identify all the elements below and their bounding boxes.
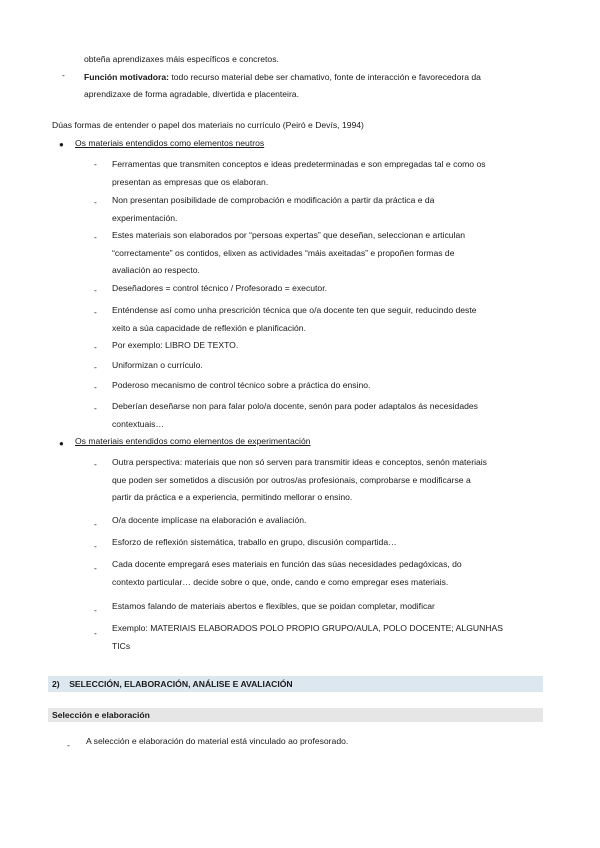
list-dash: - [67,740,70,750]
text-line: Outra perspectiva: materiais que non só serven para transmitir ideas e conceptos, senón materiais [112,457,487,467]
motivadora-text-2: aprendizaxe de forma agradable, divertida e placenteira. [84,89,299,99]
experimentacion-item-6 [112,620,543,655]
neutros-item-1 [112,156,543,191]
list-dash: - [94,362,97,372]
text-line: Estamos falando de materiais abertos e flexibles, que se poidan completar, modificar [112,601,435,611]
bullet-icon: ● [59,439,64,448]
neutros-item-5 [112,302,543,337]
bullet-icon: ● [59,140,64,149]
text-line: Cada docente empregará eses materiais en función das súas necesidades pedagóxicas, do [112,559,462,569]
list-dash: - [94,541,97,551]
text-line: avaliación ao respecto. [112,265,200,275]
list-dash: - [94,605,97,615]
text-line: contextuais… [112,418,165,429]
motivadora-label: Función motivadora: [84,72,169,82]
experimentacion-item-1 [112,454,543,507]
text-line: Deberían deseñarse non para falar polo/a docente, senón para poder adaptalos ás necesidades [112,401,478,411]
text-line: Esforzo de reflexión sistemática, traballo en grupo, discusión compartida… [112,537,397,547]
neutros-item-8 [112,377,543,395]
neutros-item-3 [112,227,543,280]
list-dash: - [94,342,97,352]
text-line: Non presentan posibilidade de comprobación e modificación a partir da práctica e da [112,195,435,205]
list-dash: - [94,519,97,529]
text-line: experimentación. [112,212,178,223]
neutros-item-6 [112,337,543,355]
section-heading: 2) SELECCIÓN, ELABORACIÓN, ANÁLISE E AVALIACIÓN [52,679,293,689]
text-line: Enténdense así como unha prescrición técnica que o/a docente ten que seguir, reducindo deste [112,305,477,315]
list-dash: - [94,628,97,638]
section2-item: A selección e elaboración do material está vinculado ao profesorado. [86,736,349,746]
neutros-item-2 [112,192,543,227]
neutros-item-9 [112,398,543,433]
list-dash: - [94,403,97,413]
list-dash: - [94,307,97,317]
list-dash: - [94,563,97,573]
list-dash: - [94,232,97,242]
list-dash: - [94,285,97,295]
motivadora-text: todo recurso material debe ser chamativo, fonte de interacción e favorecedora da [169,72,481,82]
text-line: Deseñadores = control técnico / Profesorado = executor. [112,283,327,293]
experimentacion-item-5 [112,598,543,616]
list-dash: - [94,459,97,469]
text-line: presentan as empresas que os elaboran. [112,176,269,187]
list-dash: - [62,70,65,80]
text-line: xeito a súa capacidade de reflexión e planificación. [112,322,306,333]
subheading: Selección e elaboración [52,710,150,720]
text-line: “correctamente” os contidos, elixen as actividades “máis axeitadas” e propoñen formas de [112,247,455,258]
text-line: Uniformizan o currículo. [112,360,203,370]
list-dash: - [94,382,97,392]
text-line: TICs [112,640,131,651]
text-line: O/a docente implícase na elaboración e avaliación. [112,515,307,525]
neutros-item-7 [112,357,543,375]
text-line: que poden ser sometidos a discusión por outros/as profesionais, comprobarse e modificarse a [112,474,471,485]
text-line: Exemplo: MATERIAIS ELABORADOS POLO PROPIO GRUPO/AULA, POLO DOCENTE; ALGUNHAS [112,623,503,633]
text-line: Poderoso mecanismo de control técnico sobre a práctica do ensino. [112,380,371,390]
text-line: partir da práctica e a experiencia, permitindo mellorar o ensino. [112,492,353,502]
list-dash: - [94,197,97,207]
experimentacion-item-3 [112,534,543,552]
text-line: Ferramentas que transmiten conceptos e ideas predeterminadas e son empregadas tal e como os [112,159,486,169]
list-dash: - [94,159,97,169]
intro-paragraph: Dúas formas de entender o papel dos materiais no currículo (Peiró e Devís, 1994) [52,120,364,130]
experimentacion-title: Os materiais entendidos como elementos de experimentación [75,436,311,446]
text-line: contexto particular… decide sobre o que, onde, cando e como empregar eses materiais. [112,576,449,587]
text-line: Por exemplo: LIBRO DE TEXTO. [112,340,239,350]
neutros-title: Os materiais entendidos como elementos neutros [75,138,265,148]
continuation-line: obteña aprendizaxes máis específicos e concretos. [84,54,279,64]
experimentacion-item-2 [112,512,543,530]
experimentacion-item-4 [112,556,543,591]
text-line: Estes materiais son elaborados por “persoas expertas” que deseñan, seleccionan e articulan [112,230,466,240]
motivadora-item [84,69,543,87]
neutros-item-4 [112,280,543,298]
